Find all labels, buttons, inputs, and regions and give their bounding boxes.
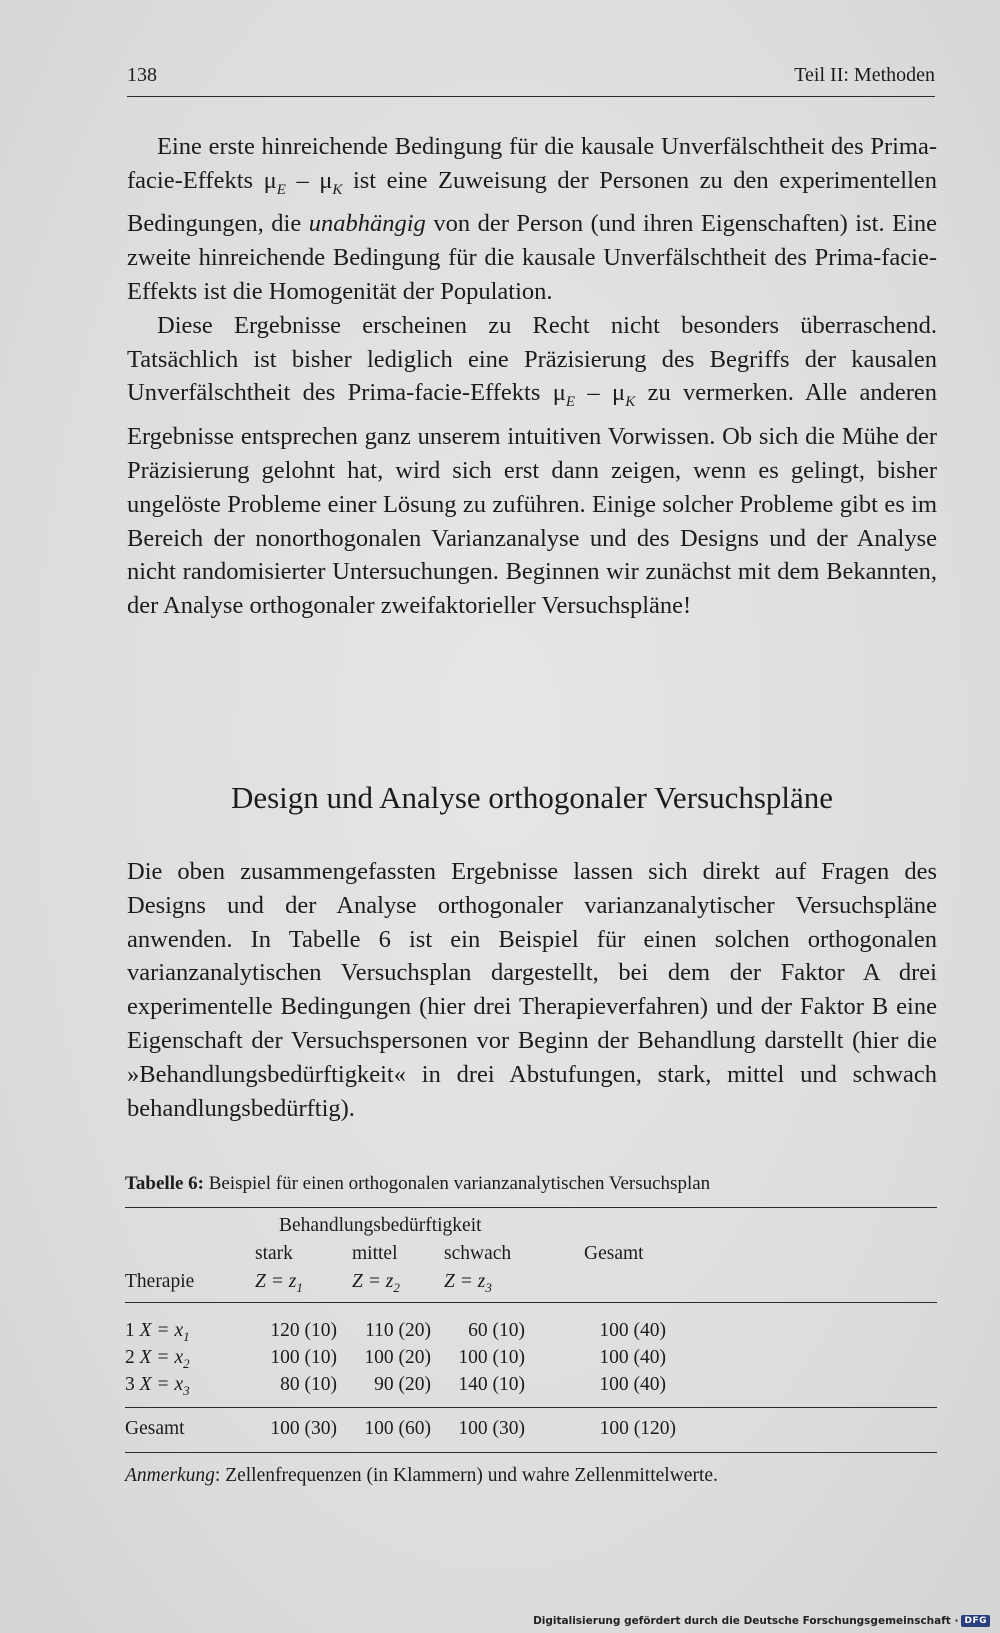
table-note xyxy=(125,1465,718,1487)
table-cell: 110 (20) xyxy=(365,1320,431,1341)
running-title: Teil II: Methoden xyxy=(794,64,935,86)
table-note-text: : Zellenfrequenzen (in Klammern) und wahre Zellenmittelwerte. xyxy=(214,1465,718,1486)
column-label-schwach: schwach xyxy=(444,1243,512,1264)
row-label-x2: 2 $X = x_2$ xyxy=(125,1347,190,1371)
table-cell: 100 (10) xyxy=(270,1347,337,1368)
mu-e-symbol: $\mu_E$ xyxy=(552,379,576,411)
body-text-section-1 xyxy=(127,130,937,623)
paragraph-3: Die oben zusammengefassten Ergebnisse lassen sich direkt auf Fragen des Designs und der Analyse orthogonaler varianzanalytischer Versuchspläne anwenden. In Tabelle 6 ist ein Beispiel für einen solchen orthogonalen varianzanalytischen Versuchsplan dargestellt, bei dem der Faktor A drei experimentelle Bedingungen (hier drei Therapieverfahren) und der Faktor B eine Eigenschaft der Versuchspersonen vor Beginn der Behandlung darstellt (hier die »Behandlungsbedürftigkeit« in drei Abstufungen, stark, mittel und schwach behandlungsbedürftig). xyxy=(127,858,937,1122)
section-heading: Design und Analyse orthogonaler Versuchspläne xyxy=(230,780,834,815)
table-cell-total: 100 (40) xyxy=(599,1320,666,1341)
table-cell: 100 (60) xyxy=(364,1418,431,1439)
column-var-z2: $Z = z_2$ xyxy=(352,1271,400,1295)
table-cell: 80 (10) xyxy=(280,1374,337,1395)
table-spanner-header: Behandlungsbedürftigkeit xyxy=(279,1215,482,1236)
table-cell-total: 100 (40) xyxy=(599,1347,666,1368)
digitization-footer xyxy=(533,1615,990,1627)
mu-e-symbol: $\mu_E$ xyxy=(263,166,286,198)
table-bottom-rule xyxy=(125,1452,937,1453)
footer-text: Digitalisierung gefördert durch die Deutsche Forschungsgemeinschaft · xyxy=(533,1615,959,1627)
table-cell: 100 (30) xyxy=(270,1418,337,1439)
column-var-z3: $Z = z_3$ xyxy=(444,1271,492,1295)
page-number: 138 xyxy=(127,64,157,86)
table-header-rule xyxy=(125,1302,937,1303)
column-var-z1: $Z = z_1$ xyxy=(255,1271,303,1295)
column-label-mittel: mittel xyxy=(352,1243,398,1264)
column-label-stark: stark xyxy=(255,1243,293,1264)
mu-k-symbol: $\mu_K$ xyxy=(319,166,343,198)
paragraph-2: Diese Ergebnisse erscheinen zu Recht nicht besonders überraschend. Tatsächlich ist bisher lediglich eine Präzisierung des Begriffs der kausalen Unverfälschtheit des Prima-facie-Effekts $\mu_E - \mu_K$ zu vermerken. Alle anderen Ergebnisse entsprechen ganz unserem intuitiven Vorwissen. Ob sich die Mühe der Präzisierung gelohnt hat, wird sich erst dann zeigen, wenn es gelingt, bisher ungelöste Probleme einer Lösung zu zuführen. Einige solcher Probleme gibt es im Bereich der nonorthogonalen Varianzanalyse und des Designs und der Analyse nicht randomisierter Untersuchungen. Beginnen wir zunächst mit dem Bekannten, der Analyse orthogonaler zweifaktorieller Versuchspläne! xyxy=(127,311,938,620)
table-cell: 90 (20) xyxy=(374,1374,431,1395)
mu-k-symbol: $\mu_K$ xyxy=(612,379,636,411)
table-cell-total: 100 (120) xyxy=(599,1418,676,1439)
table-total-rule xyxy=(125,1407,937,1408)
row-label-x1: 1 $X = x_1$ xyxy=(125,1320,190,1344)
emphasis-unabhaengig: unabhängig xyxy=(308,210,426,238)
running-header xyxy=(127,60,935,97)
body-text-section-2 xyxy=(127,855,937,1125)
column-label-gesamt: Gesamt xyxy=(584,1243,644,1264)
table-cell-total: 100 (40) xyxy=(599,1374,666,1395)
table-cell: 60 (10) xyxy=(468,1320,525,1341)
table-cell: 100 (20) xyxy=(364,1347,431,1368)
row-label-x3: 3 $X = x_3$ xyxy=(125,1374,190,1398)
table-caption-label: Tabelle 6: xyxy=(125,1173,204,1194)
table-caption xyxy=(125,1173,710,1195)
row-label-gesamt: Gesamt xyxy=(125,1418,185,1439)
table-cell: 100 (10) xyxy=(458,1347,525,1368)
dfg-logo: DFG xyxy=(961,1615,990,1627)
paragraph-1: Eine erste hinreichende Bedingung für die kausale Unverfälschtheit des Prima-facie-Effekts $\mu_E - \mu_K$ ist eine Zuweisung der Personen zu den experimentellen Bedingungen, die unabhängig von der Person (und ihren Eigenschaften) ist. Eine zweite hinreichende Bedingung für die kausale Unverfälschtheit des Prima-facie-Effekts ist die Homogenität der Population. xyxy=(127,133,938,306)
table-cell: 120 (10) xyxy=(270,1320,337,1341)
table-caption-text: Beispiel für einen orthogonalen varianzanalytischen Versuchsplan xyxy=(204,1173,711,1194)
table-note-label: Anmerkung xyxy=(125,1465,215,1486)
table-cell: 100 (30) xyxy=(458,1418,525,1439)
row-header-therapie: Therapie xyxy=(125,1271,195,1292)
table-cell: 140 (10) xyxy=(458,1374,525,1395)
table-top-rule xyxy=(125,1207,937,1208)
